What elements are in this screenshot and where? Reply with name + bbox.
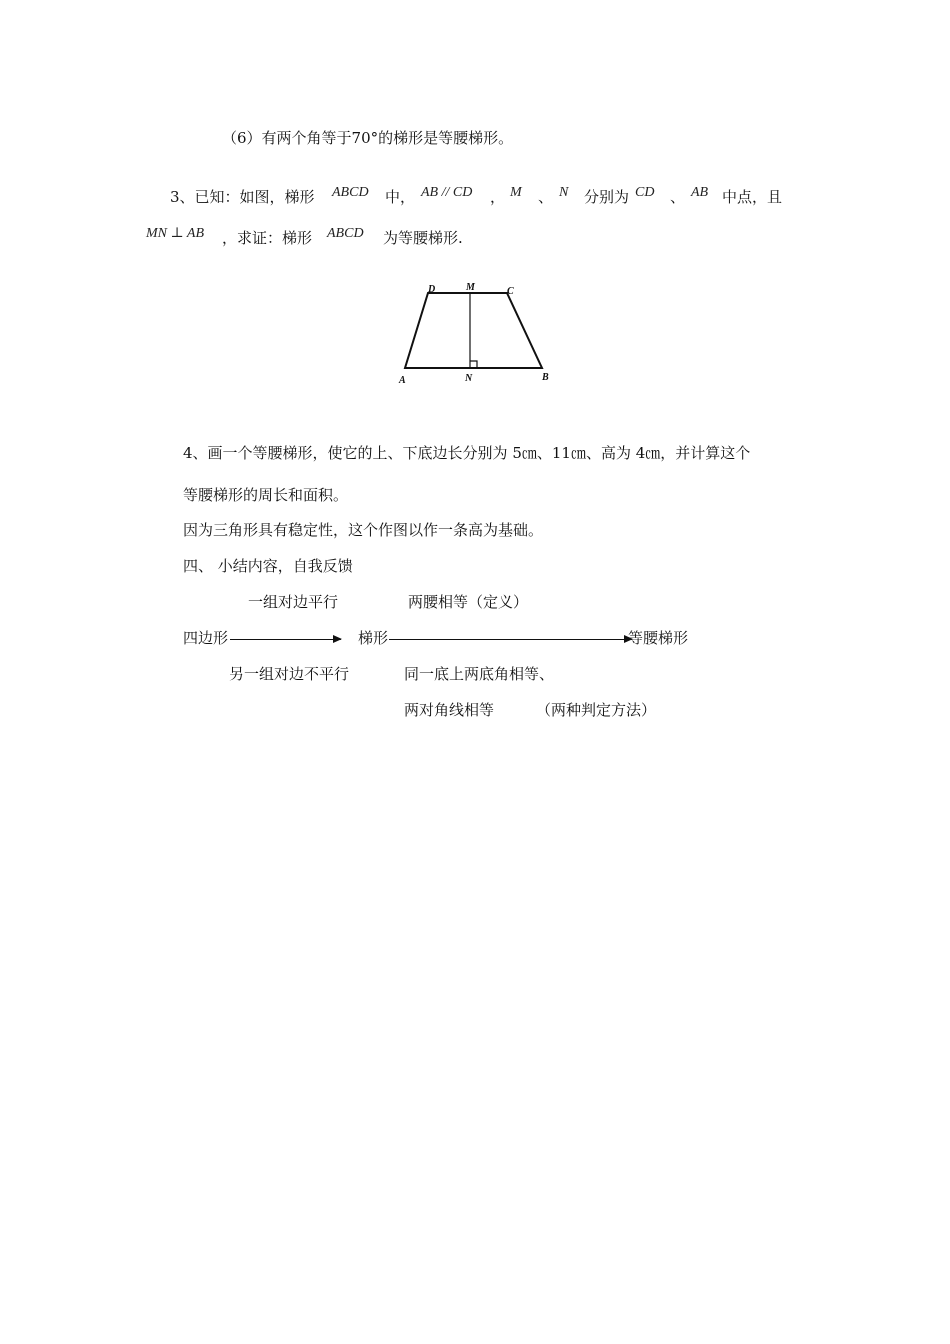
q3-text-dun2: 、 bbox=[670, 188, 686, 206]
q3-text-zhong: 中， bbox=[385, 188, 416, 206]
trapezoid-figure bbox=[395, 280, 565, 390]
q3-math-cd: CD bbox=[635, 185, 655, 200]
summary-trapezoid: 梯形 bbox=[358, 629, 389, 647]
q3-math-ab-parallel-cd: AB // CD bbox=[421, 185, 473, 200]
summary-bottom-right-2: 两对角线相等 bbox=[404, 701, 495, 719]
q4-note: 因为三角形具有稳定性，这个作图以作一条高为基础。 bbox=[183, 521, 544, 539]
arrow-trapezoid-to-isosceles bbox=[389, 639, 632, 640]
summary-top-left: 一组对边平行 bbox=[248, 593, 339, 611]
summary-top-right: 两腰相等（定义） bbox=[408, 593, 529, 611]
summary-heading: 四、 小结内容，自我反馈 bbox=[183, 557, 353, 575]
q6-statement: （6）有两个角等于70°的梯形是等腰梯形。 bbox=[222, 129, 514, 147]
summary-bottom-left: 另一组对边不平行 bbox=[229, 665, 350, 683]
q3-text-qiuzheng: ，求证：梯形 bbox=[222, 229, 313, 247]
q4-line-2: 等腰梯形的周长和面积。 bbox=[183, 486, 349, 504]
trapezoid-abcd bbox=[405, 293, 542, 368]
q3-math-abcd: ABCD bbox=[332, 185, 369, 200]
q3-math-mn-perp-ab: MN ⊥ AB bbox=[146, 226, 205, 241]
label-n: N bbox=[465, 373, 473, 384]
q3-text-end: 为等腰梯形. bbox=[383, 229, 463, 247]
q3-math-n: N bbox=[559, 185, 569, 200]
summary-isosceles-trapezoid: 等腰梯形 bbox=[628, 629, 689, 647]
label-b: B bbox=[542, 372, 549, 383]
q4-line-1: 4、画一个等腰梯形，使它的上、下底边长分别为 5㎝、11㎝、高为 4㎝，并计算这个 bbox=[183, 444, 751, 462]
q3-prefix: 3、已知：如图，梯形 bbox=[170, 188, 315, 206]
q3-text-zhongdian: 中点，且 bbox=[722, 188, 783, 206]
summary-bottom-right-1: 同一底上两底角相等、 bbox=[404, 665, 555, 683]
summary-methods: （两种判定方法） bbox=[536, 701, 657, 719]
q3-math-m: M bbox=[510, 185, 522, 200]
q3-text-dun1: 、 bbox=[538, 188, 554, 206]
right-angle-mark bbox=[470, 361, 477, 368]
q3-math-ab: AB bbox=[691, 185, 709, 200]
label-a: A bbox=[399, 375, 406, 386]
label-d: D bbox=[428, 284, 436, 295]
arrow-quad-to-trapezoid bbox=[230, 639, 341, 640]
q3-math-abcd-2: ABCD bbox=[327, 226, 364, 241]
q3-text-comma: ， bbox=[490, 188, 506, 206]
label-c: C bbox=[507, 286, 514, 297]
summary-quadrilateral: 四边形 bbox=[183, 629, 229, 647]
label-m: M bbox=[466, 282, 475, 293]
q3-text-fenbie: 分别为 bbox=[584, 188, 630, 206]
